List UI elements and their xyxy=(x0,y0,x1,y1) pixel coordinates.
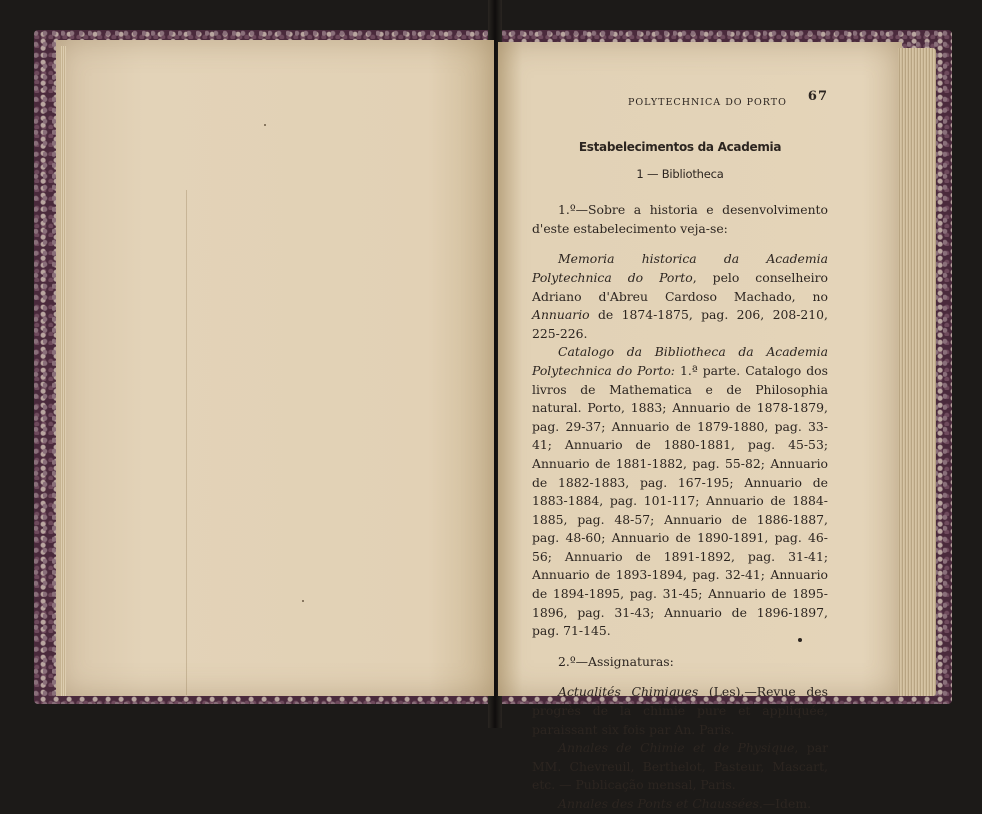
paragraph-text: 1.ª parte. Catalogo dos livros de Mathematica e de Philosophia natural. Porto, 1883; Annuario de 1878-1879, pag. 29-37; Annuario de 1879-1880, pag. 33-41; Annuario de 1880-1881, pag. 45-53; Annuario de 1881-1882, pag. 55-82; Annuario de 1882-1883, pag. 167-195; Annuario de 1883-1884, pag. 101-117; Annuario de 1884-1885, pag. 48-57; Annuario de 1886-1887, pag. 48-60; Annuario de 1890-1891, pag. 46-56; Annuario de 1891-1892, pag. 31-41; Annuario de 1893-1894, pag. 32-41; Annuario de 1894-1895, pag. 31-45; Annuario de 1895-1896, pag. 31-43; Annuario de 1896-1897, pag. 71-145. xyxy=(532,362,828,639)
paragraph-annales-ponts xyxy=(532,795,828,814)
paragraph-annales-chimie xyxy=(532,739,828,795)
paragraph-text: (Les).—Revue des progrès de la chimie pure et appliquée, paraissant six fois par An. Paris. xyxy=(532,684,828,737)
paper-speck xyxy=(302,600,304,602)
running-header xyxy=(532,88,828,112)
paragraph-history: 1.º—Sobre a historia e desenvolvimento d'este estabelecimento veja-se: xyxy=(532,202,828,236)
paragraph-assignaturas: 2.º—Assignaturas: xyxy=(558,653,674,669)
work-title: Catalogo da Bibliotheca da Academia Polytechnica do Porto: xyxy=(532,344,828,378)
left-page-blank xyxy=(56,40,494,696)
paragraph-catalogo xyxy=(532,343,828,641)
paper-speck xyxy=(264,124,266,126)
page-number: 67 xyxy=(807,89,828,104)
paragraph-text: , par MM. Chevreuil, Berthelot, Pasteur, Mascart, etc. — Publicação mensal, Paris. xyxy=(532,740,828,793)
page-edges-stack xyxy=(898,48,936,696)
left-page-edges xyxy=(60,46,66,696)
paragraph-text: de 1874-1875, pag. 206, 208-210, 225-226. xyxy=(532,307,828,341)
ink-dot xyxy=(798,638,802,642)
work-title: Annales des Ponts et Chaussées xyxy=(558,796,759,811)
running-header-title: POLYTECHNICA DO PORTO xyxy=(628,97,787,108)
work-title: Actualités Chimiques xyxy=(558,684,699,700)
work-title: Annuario xyxy=(532,307,590,323)
paragraph-text: .—Idem. xyxy=(758,796,812,811)
paragraph-text: , pelo conselheiro Adriano d'Abreu Cardoso Machado, no xyxy=(532,269,828,304)
section-title: Estabelecimentos da Academia xyxy=(578,140,782,154)
left-page-fold-line xyxy=(186,190,187,695)
paragraph-memoria xyxy=(532,250,828,343)
paragraph-actualites xyxy=(532,683,828,739)
work-title: Annales de Chimie et de Physique xyxy=(558,740,795,756)
page-text-block xyxy=(532,88,828,814)
work-title: Memoria historica da Academia Polytechnica do Porto xyxy=(532,251,828,285)
subsection-title: 1 — Bibliotheca xyxy=(636,166,724,181)
